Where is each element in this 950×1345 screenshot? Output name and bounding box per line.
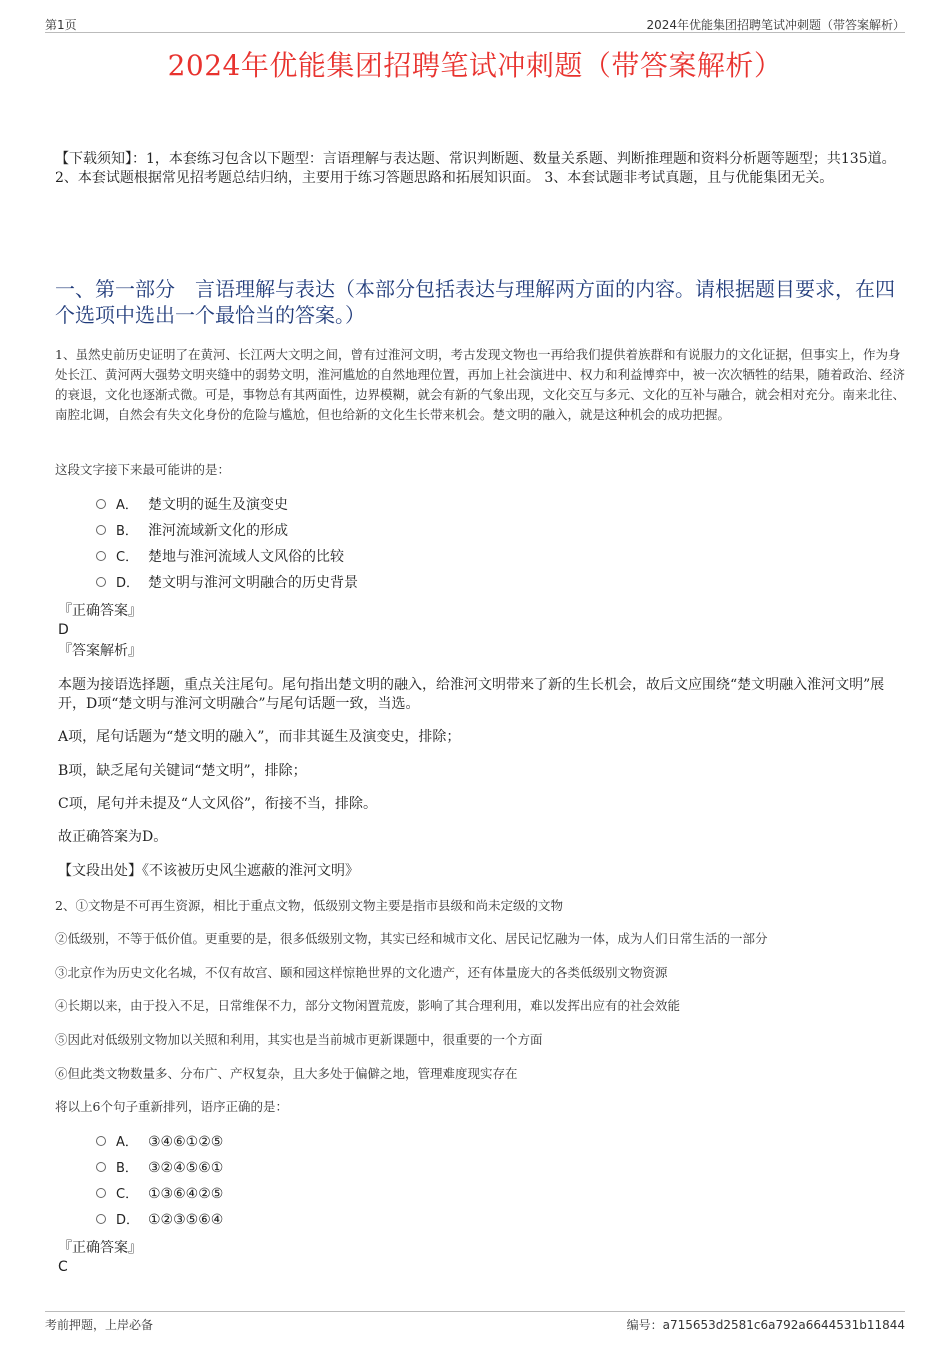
analysis-option-a: A项，尾句话题为“楚文明的融入”，而非其诞生及演变史，排除； [58,729,461,745]
option-b[interactable]: B． 淮河流域新文化的形成 [96,518,696,544]
radio-icon[interactable] [96,1214,106,1224]
radio-icon[interactable] [96,551,106,561]
option-d[interactable]: D． ①②③⑤⑥④ [96,1207,696,1233]
text-source: 【文段出处】《不该被历史风尘遮蔽的淮河文明》 [58,863,359,879]
footer-slogan: 考前押题，上岸必备 [45,1318,154,1332]
page-number: 第1页 [45,18,77,32]
page-footer [45,1311,905,1332]
option-d[interactable]: D． 楚文明与淮河文明融合的历史背景 [96,570,696,596]
analysis-option-b: B项，缺乏尾句关键词“楚文明”，排除； [58,763,307,779]
radio-icon[interactable] [96,1136,106,1146]
header-doc-title: 2024年优能集团招聘笔试冲刺题（带答案解析） [646,18,905,32]
download-notice: 【下载须知】：1，本套练习包含以下题型：言语理解与表达题、常识判断题、数量关系题、判断推理题和资料分析题等题型；共135道。 2、本套试题根据常见招考题总结归纳，主要用于练习答题思路和拓展知识面。 3、本套试题非考试真题，且与优能集团无关。 [55,151,896,186]
analysis-text: 本题为接语选择题，重点关注尾句。尾句指出楚文明的融入，给淮河文明带来了新的生长机会，故后文应围绕“楚文明融入淮河文明”展开，D项“楚文明与淮河文明融合”与尾句话题一致，当选。 [58,677,885,712]
correct-answer: D [58,622,69,638]
question-1-prompt: 这段文字接下来最可能讲的是： [55,462,231,477]
question-2-prompt: 将以上6个句子重新排列，语序正确的是： [55,1099,288,1114]
document-id: 编号：a715653d2581c6a792a6644531b11844 [626,1318,905,1332]
radio-icon[interactable] [96,499,106,509]
analysis-label: 『答案解析』 [58,643,142,659]
analysis-conclusion: 故正确答案为D。 [58,829,168,845]
answer-label: 『正确答案』 [58,603,142,619]
question-1-text: 1、虽然史前历史证明了在黄河、长江两大文明之间，曾有过淮河文明，考古发现文物也一再给我们提供着族群和有说服力的文化证据，但事实上，作为身处长江、黄河两大强势文明夹缝中的弱势文明，淮河尴尬的自然地理位置，再加上社会演进中、权力和利益博弈中，被一次次牺牲的结果，随着政治、经济的衰退，文化也逐渐式微。可是，事物总有其两面性，边界模糊，就会有新的气象出现，文化交互与多元、文化的互补与融合，就会相对充分。南来北往、南腔北调，自然会有失文化身份的危险与尴尬，但也给新的文化生长带来机会。楚文明的融入，就是这种机会的成功把握。 [55,347,906,422]
option-b[interactable]: B． ③②④⑤⑥① [96,1155,696,1181]
document-title: 2024年优能集团招聘笔试冲刺题（带答案解析） [167,49,783,82]
option-c[interactable]: C． ①③⑥④②⑤ [96,1181,696,1207]
analysis-option-c: C项，尾句并未提及“人文风俗”，衔接不当，排除。 [58,796,378,812]
option-a[interactable]: A． ③④⑥①②⑤ [96,1129,696,1155]
option-c[interactable]: C． 楚地与淮河流域人文风俗的比较 [96,544,696,570]
question-2-sentence-4: ④长期以来，由于投入不足，日常维保不力，部分文物闲置荒废，影响了其合理利用，难以发挥出应有的社会效能 [55,998,681,1013]
question-1-options [96,492,696,596]
radio-icon[interactable] [96,1188,106,1198]
radio-icon[interactable] [96,577,106,587]
question-2-sentence-5: ⑤因此对低级别文物加以关照和利用，其实也是当前城市更新课题中，很重要的一个方面 [55,1032,543,1047]
correct-answer-2: C [58,1259,68,1275]
page-header [45,14,905,33]
question-2-sentence-6: ⑥但此类文物数量多、分布广、产权复杂，且大多处于偏僻之地，管理难度现实存在 [55,1066,518,1081]
option-a[interactable]: A． 楚文明的诞生及演变史 [96,492,696,518]
question-2-sentence-2: ②低级别，不等于低价值。更重要的是，很多低级别文物，其实已经和城市文化、居民记忆融为一体，成为人们日常生活的一部分 [55,931,768,946]
radio-icon[interactable] [96,525,106,535]
question-2-options [96,1129,696,1233]
radio-icon[interactable] [96,1162,106,1172]
question-2-sentence-3: ③北京作为历史文化名城，不仅有故宫、颐和园这样惊艳世界的文化遗产，还有体量庞大的各类低级别文物资源 [55,965,668,980]
answer-label-2: 『正确答案』 [58,1240,142,1256]
question-2-sentence-1: 2、①文物是不可再生资源，相比于重点文物，低级别文物主要是指市县级和尚未定级的文物 [55,898,563,913]
section-title: 一、第一部分 言语理解与表达（本部分包括表达与理解两方面的内容。请根据题目要求，在四个选项中选出一个最恰当的答案。） [55,277,895,327]
